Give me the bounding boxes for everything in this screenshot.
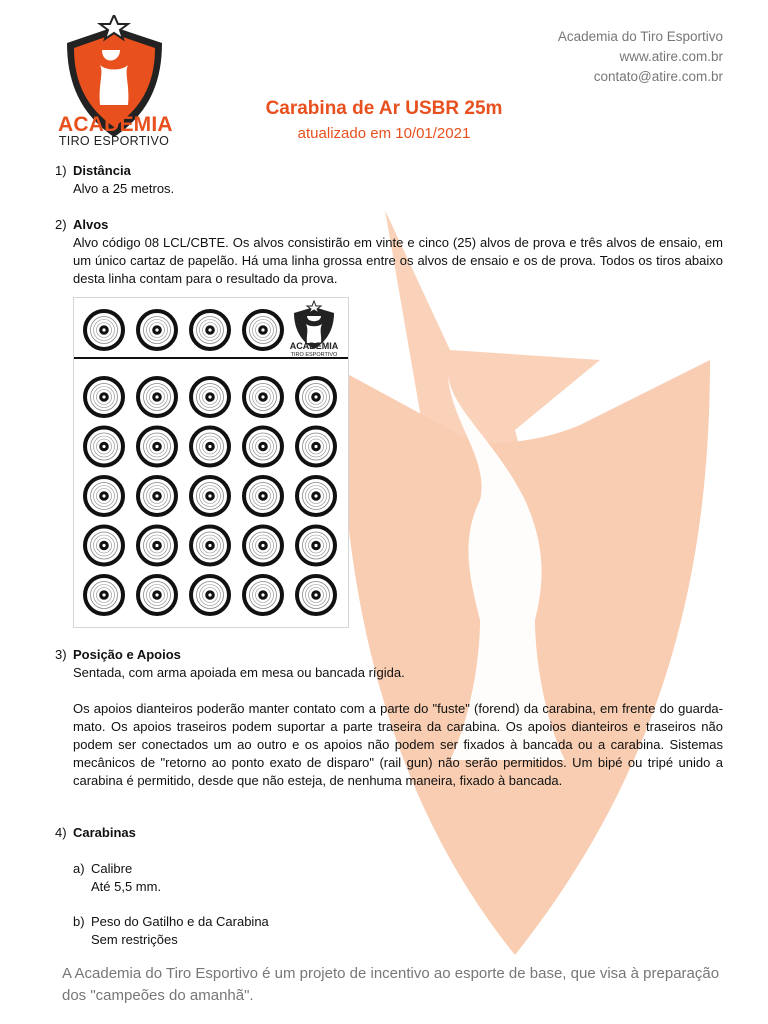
- subsection-letter: b): [73, 914, 85, 929]
- subsection-letter: a): [73, 861, 85, 876]
- sighting-targets: [85, 311, 282, 349]
- contact-org: Academia do Tiro Esportivo: [557, 29, 723, 44]
- record-target: [85, 477, 123, 515]
- section-heading: Distância: [73, 163, 131, 178]
- record-target: [191, 477, 229, 515]
- record-target: [191, 576, 229, 614]
- record-target: [85, 378, 123, 416]
- section-alvos-body: Alvo código 08 LCL/CBTE. Os alvos consistirão em vinte e cinco (25) alvos de prova e três alvos de ensaio, em um único cartaz de papelão. Há uma linha grossa entre os alvos de ensaio e os de prova. Todos os tiros abaixo desta linha contam para o resultado da prova.: [73, 235, 723, 286]
- section-heading: Carabinas: [73, 825, 136, 840]
- sighting-target: [85, 311, 123, 349]
- document-title: Carabina de Ar USBR 25m: [265, 98, 503, 119]
- record-target: [297, 378, 335, 416]
- record-target: [191, 527, 229, 565]
- section-alvos: [55, 216, 108, 234]
- subsection-heading: Peso do Gatilho e da Carabina: [91, 914, 269, 929]
- subsection-peso-body: Sem restrições: [91, 932, 178, 947]
- section-carabinas: [55, 824, 136, 842]
- record-target: [85, 527, 123, 565]
- record-target: [191, 428, 229, 466]
- document-date: atualizado em 10/01/2021: [297, 125, 471, 142]
- record-target: [138, 428, 176, 466]
- record-target: [85, 576, 123, 614]
- logo-wordmark: ACADEMIA: [58, 113, 173, 136]
- section-posicao-body1: Sentada, com arma apoiada em mesa ou bancada rígida.: [73, 665, 405, 680]
- contact-email[interactable]: contato@atire.com.br: [593, 69, 723, 84]
- subsection-calibre: [73, 860, 132, 878]
- section-distancia-body: Alvo a 25 metros.: [73, 181, 175, 196]
- subsection-heading: Calibre: [91, 861, 133, 876]
- contact-website[interactable]: www.atire.com.br: [619, 49, 723, 64]
- subsection-peso: [73, 913, 269, 931]
- record-targets: [85, 378, 335, 614]
- record-target: [244, 477, 282, 515]
- section-number: 4): [55, 825, 67, 840]
- section-heading: Alvos: [73, 217, 109, 232]
- sighting-target: [191, 311, 229, 349]
- record-target: [85, 428, 123, 466]
- record-target: [244, 428, 282, 466]
- section-heading: Posição e Apoios: [73, 647, 181, 662]
- record-target: [138, 576, 176, 614]
- record-target: [244, 527, 282, 565]
- record-target: [297, 428, 335, 466]
- section-posicao: [55, 646, 181, 664]
- subsection-calibre-body: Até 5,5 mm.: [91, 879, 162, 894]
- record-target: [244, 378, 282, 416]
- record-target: [138, 527, 176, 565]
- record-target: [138, 477, 176, 515]
- watermark-logo: [330, 200, 720, 960]
- target-sheet-image: [73, 297, 349, 628]
- logo-subtitle: TIRO ESPORTIVO: [58, 134, 170, 148]
- record-target: [191, 378, 229, 416]
- contact-block: [558, 27, 723, 87]
- footer-note: A Academia do Tiro Esportivo é um projeto de incentivo ao esporte de base, que visa à preparação dos "campeões do amanhã".: [62, 965, 720, 1004]
- record-target: [297, 527, 335, 565]
- record-target: [297, 576, 335, 614]
- section-number: 2): [55, 217, 67, 232]
- record-target: [244, 576, 282, 614]
- section-number: 3): [55, 647, 67, 662]
- sheet-logo-sub: TIRO ESPORTIVO: [290, 352, 338, 358]
- section-number: 1): [55, 163, 67, 178]
- record-target: [138, 378, 176, 416]
- record-target: [297, 477, 335, 515]
- sighting-target: [138, 311, 176, 349]
- sheet-logo-name: ACADEMIA: [289, 341, 339, 351]
- section-posicao-body2: Os apoios dianteiros poderão manter contato com a parte do "fuste" (forend) da carabina, em frente do guarda-mato. Os apoios traseiros podem suportar a parte traseira da carabina. Os apoios dianteiros e traseiros não podem ser conectados um ao outro e os apoios não podem ser fixados à bancada ou a carabina. Sistemas mecânicos de "retorno ao ponto exato de disparo" (rail gun) não serão permitidos. Um bipé ou tripé unido a carabina é permitido, desde que não esteja, de nenhuma maneira, fixado à bancada.: [73, 701, 723, 788]
- sighting-target: [244, 311, 282, 349]
- section-distancia: [55, 162, 131, 180]
- target-sheet-svg: [74, 298, 348, 627]
